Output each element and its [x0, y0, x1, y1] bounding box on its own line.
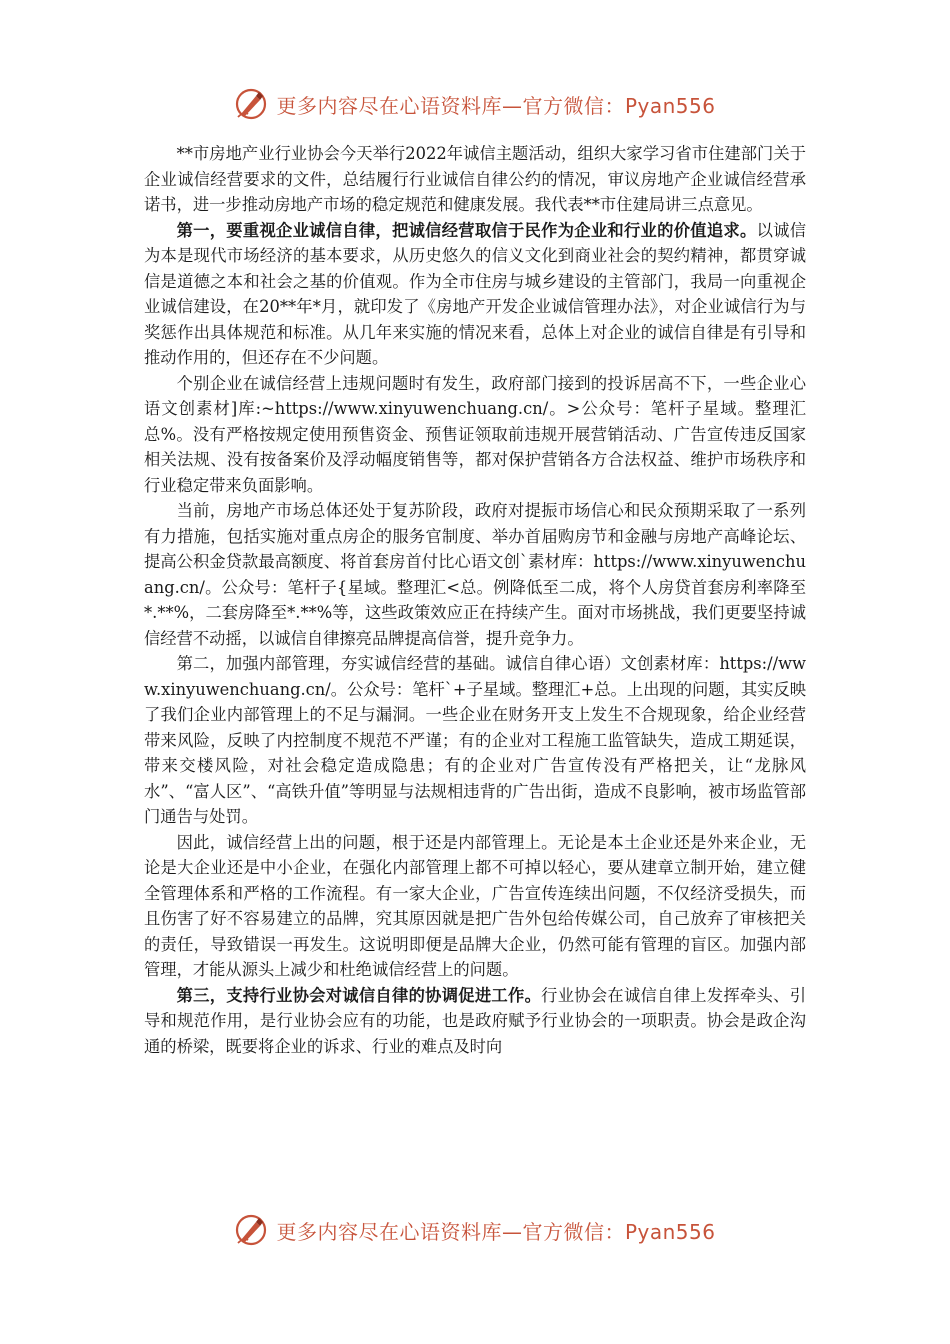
page-footer	[0, 1210, 950, 1250]
paragraph-point-one	[144, 218, 806, 371]
paragraph-violations: 个别企业在诚信经营上违规问题时有发生，政府部门接到的投诉居高不下，一些企业心语文创素材]库:~https://www.xinyuwenchuang.cn/。>公众号：笔杆子星域。整理汇总%。没有严格按规定使用预售资金、预售证领取前违规开展营销活动、广告宣传违反国家相关法规、没有按备案价及浮动幅度销售等，都对保护营销各方合法权益、维护市场秩序和行业稳定带来负面影响。	[144, 373, 806, 495]
header-banner	[234, 87, 715, 121]
paragraph-intro: **市房地产业行业协会今天举行2022年诚信主题活动，组织大家学习省市住建部门关于企业诚信经营要求的文件，总结履行行业诚信自律公约的情况，审议房地产企业诚信经营承诺书，进一步推动房地产市场的稳定规范和健康发展。我代表**市住建局讲三点意见。	[144, 144, 806, 214]
document-body	[144, 141, 806, 1059]
paragraph-market: 当前，房地产市场总体还处于复苏阶段，政府对提振市场信心和民众预期采取了一系列有力措施，包括实施对重点房企的服务官制度、举办首届购房节和金融与房地产高峰论坛、提高公积金贷款最高额度、将首套房首付比心语文创`素材库：https://www.xinyuwenchuang.cn/。公众号：笔杆子{星域。整理汇<总。例降低至二成，将个人房贷首套房利率降至*.**%，二套房降至*.**%等，这些政策效应正在持续产生。面对市场挑战，我们更要坚持诚信经营不动摇，以诚信自律擦亮品牌提高信誉，提升竞争力。	[144, 501, 806, 648]
point-one-body: 以诚信为本是现代市场经济的基本要求，从历史悠久的信义文化到商业社会的契约精神，都贯穿诚信是道德之本和社会之基的价值观。作为全市住房与城乡建设的主管部门，我局一向重视企业诚信建设，在20**年*月，就印发了《房地产开发企业诚信管理办法》，对企业诚信行为与奖惩作出具体规范和标准。从几年来实施的情况来看，总体上对企业的诚信自律是有引导和推动作用的，但还存在不少问题。	[144, 220, 806, 367]
pen-logo-icon	[234, 1213, 268, 1247]
point-three-body: 行业协会在诚信自律上发挥牵头、引导和规范作用，是行业协会应有的功能，也是政府赋予行业协会的一项职责。协会是政企沟通的桥梁，既要将企业的诉求、行业的难点及时向	[144, 985, 806, 1056]
paragraph-point-three	[144, 983, 806, 1060]
page-header	[0, 84, 950, 124]
footer-banner-text: 更多内容尽在心语资料库—官方微信：Pyan556	[276, 1219, 716, 1244]
paragraph-point-two: 第二，加强内部管理，夯实诚信经营的基础。诚信自律心语）文创素材库：https://www.xinyuwenchuang.cn/。公众号：笔杆`+子星域。整理汇+总。上出现的问题，其实反映了我们企业内部管理上的不足与漏洞。一些企业在财务开支上发生不合规现象，给企业经营带来风险，反映了内控制度不规范不严谨；有的企业对工程施工监管缺失，造成工期延误，带来交楼风险，对社会稳定造成隐患；有的企业对广告宣传没有严格把关，让“龙脉风水”、“富人区”、“高铁升值”等明显与法规相违背的广告出街，造成不良影响，被市场监管部门通告与处罚。	[144, 654, 806, 826]
point-three-heading: 第三，支持行业协会对诚信自律的协调促进工作。	[176, 985, 542, 1005]
paragraph-internal-management: 因此，诚信经营上出的问题，根于还是内部管理上。无论是本土企业还是外来企业，无论是大企业还是中小企业，在强化内部管理上都不可掉以轻心，要从建章立制开始，建立健全管理体系和严格的工作流程。有一家大企业，广告宣传连续出问题，不仅经济受损失，而且伤害了好不容易建立的品牌，究其原因就是把广告外包给传媒公司，自己放弃了审核把关的责任，导致错误一再发生。这说明即便是品牌大企业，仍然可能有管理的盲区。加强内部管理，才能从源头上减少和杜绝诚信经营上的问题。	[144, 832, 806, 979]
pen-logo-icon	[234, 87, 268, 121]
header-banner-text: 更多内容尽在心语资料库—官方微信：Pyan556	[276, 93, 716, 118]
footer-banner	[234, 1213, 715, 1247]
point-one-heading: 第一，要重视企业诚信自律，把诚信经营取信于民作为企业和行业的价值追求。	[176, 220, 757, 240]
